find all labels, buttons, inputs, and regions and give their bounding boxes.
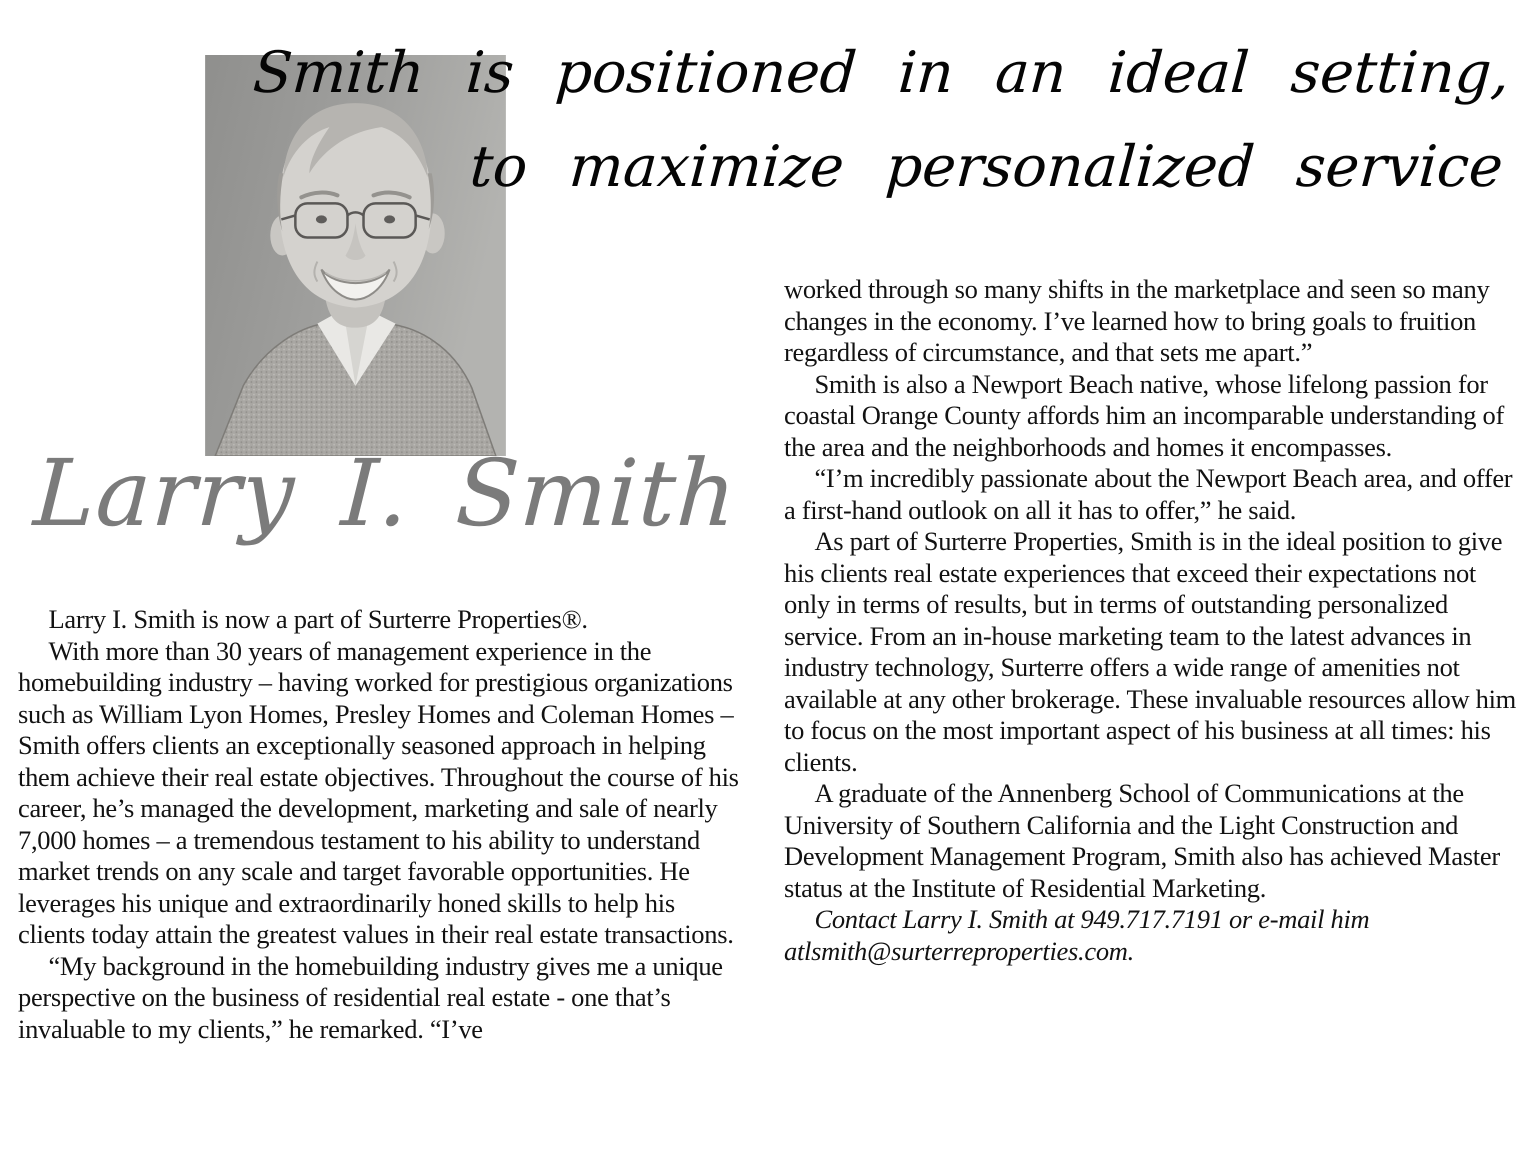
paragraph-education: A graduate of the Annenberg School of Communications at the University of Southern California and the Light Construction and Development Management Program, Smith also has achieved Master status at the Institute of Residential Marketing. bbox=[784, 778, 1500, 903]
paragraph-newport-native: Smith is also a Newport Beach native, whose lifelong passion for coastal Orange County affords him an incomparable understanding of the area and the neighborhoods and homes it encompasses. bbox=[784, 368, 1505, 462]
paragraph-quote-background: “My background in the homebuilding industry gives me a unique perspective on the business of residential real estate - one that’s invaluable to my clients,” he remarked. “I’ve bbox=[18, 950, 723, 1044]
headline bbox=[243, 26, 1512, 214]
left-column bbox=[18, 604, 744, 1045]
paragraph-quote-continued: worked through so many shifts in the marketplace and seen so many changes in the economy. I’ve learned how to bring goals to fruition regardless of circumstance, and that sets me apart.” bbox=[784, 274, 1490, 367]
paragraph-quote-passionate: “I’m incredibly passionate about the Newport Beach area, and offer a first-hand outlook on all it has to offer,” he said. bbox=[784, 463, 1513, 525]
person-name: Larry I. Smith bbox=[31, 440, 740, 547]
paragraph-experience: With more than 30 years of management experience in the homebuilding industry – having worked for prestigious organizations such as William Lyon Homes, Presley Homes and Coleman Homes –Smith offers clients an exceptionally seasoned approach in helping them achieve their real estate objectives. Throughout the course of his career, he’s managed the development, marketing and sale of nearly 7,000 homes – a tremendous testament to his ability to understand market trends on any scale and target favorable opportunities. He leverages his unique and extraordinarily honed skills to help his clients today attain the greatest values in their real estate transactions. bbox=[18, 635, 739, 949]
eye-left bbox=[316, 215, 327, 223]
headline-line-2: to maximize personalized service bbox=[467, 134, 1506, 200]
contact-line: Contact Larry I. Smith at 949.717.7191 or e-mail him atlsmith@surterreproperties.com. bbox=[784, 904, 1370, 966]
paragraph-intro: Larry I. Smith is now a part of Surterre Properties®. bbox=[48, 604, 588, 634]
headline-line-1: Smith is positioned in an ideal setting, bbox=[250, 40, 1512, 106]
paragraph-surterre-position: As part of Surterre Properties, Smith is in the ideal position to give his clients real estate experiences that exceed their expectations not only in terms of results, but in terms of outstanding personalized service. From an in-house marketing team to the latest advances in industry technology, Surterre offers a wide range of amenities not available at any other brokerage. These invaluable resources allow him to focus on the most important aspect of his business at all times: his clients. bbox=[784, 526, 1516, 777]
right-column bbox=[784, 274, 1516, 967]
eye-right bbox=[384, 215, 395, 223]
